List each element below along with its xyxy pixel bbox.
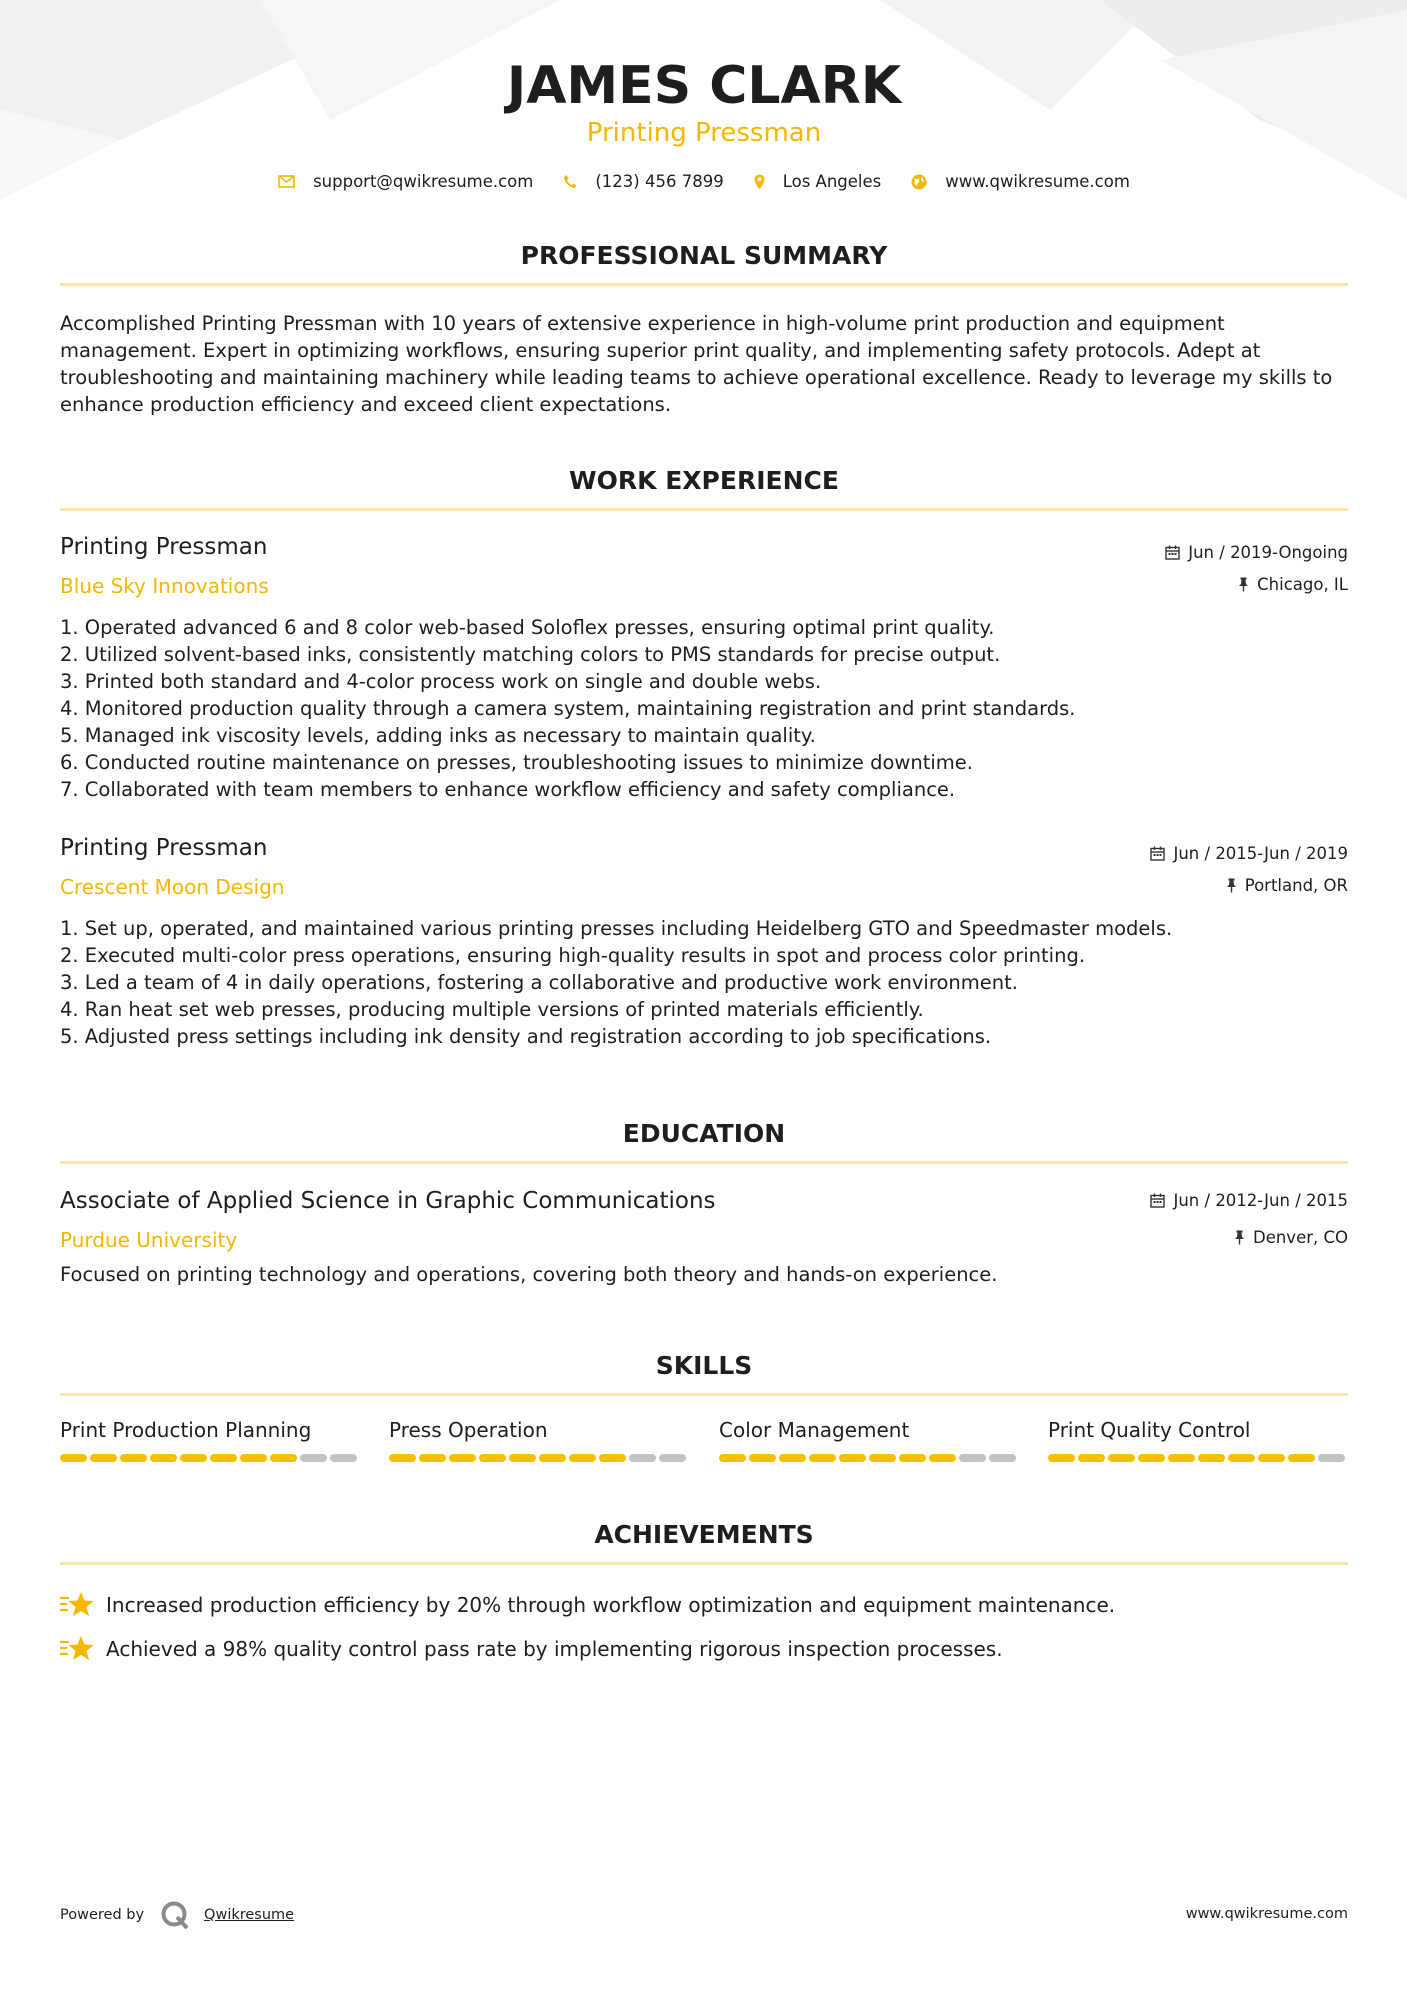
job-location-text: Chicago, IL	[1257, 575, 1348, 594]
degree-title: Associate of Applied Science in Graphic Communications	[60, 1188, 716, 1214]
experience-heading: WORK EXPERIENCE	[569, 466, 839, 495]
contact-website-text: www.qwikresume.com	[945, 172, 1130, 191]
job-dates	[1150, 844, 1348, 863]
skill-segment-filled	[1048, 1454, 1075, 1462]
footer-website[interactable]: www.qwikresume.com	[1185, 1906, 1348, 1922]
list-item: 2. Utilized solvent-based inks, consistently matching colors to PMS standards for precise output.	[60, 643, 1001, 666]
list-item: 1. Set up, operated, and maintained various printing presses including Heidelberg GTO and Speedmaster models.	[60, 917, 1173, 940]
skill-segment-filled	[1228, 1454, 1255, 1462]
skill-segment-filled	[749, 1454, 776, 1462]
experience-divider	[60, 508, 1348, 511]
calendar-icon	[1165, 545, 1180, 560]
map-pin-icon	[754, 174, 765, 190]
achievement-text: Increased production efficiency by 20% through workflow optimization and equipment maintenance.	[106, 1593, 1116, 1617]
list-item: 4. Monitored production quality through a camera system, maintaining registration and print standards.	[60, 697, 1076, 720]
skill-item	[1048, 1418, 1348, 1462]
skill-segment-filled	[809, 1454, 836, 1462]
skill-segment-filled	[839, 1454, 866, 1462]
skill-segment-filled	[1168, 1454, 1195, 1462]
skill-segment-filled	[779, 1454, 806, 1462]
skill-segment-empty	[659, 1454, 686, 1462]
education-divider	[60, 1161, 1348, 1164]
job-location	[1226, 876, 1348, 895]
education-heading: EDUCATION	[622, 1119, 786, 1148]
candidate-role: Printing Pressman	[586, 118, 822, 148]
skill-level-bar	[389, 1454, 689, 1462]
job-location-text: Portland, OR	[1244, 876, 1348, 895]
company-name: Crescent Moon Design	[60, 875, 285, 899]
skill-level-bar	[1048, 1454, 1348, 1462]
summary-text: Accomplished Printing Pressman with 10 years of extensive experience in high-volume print production and equipment management. Expert in optimizing workflows, ensuring superior print quality, and implementing safety protocols. Adept at troubleshooting and maintaining machinery while leading teams to achieve operational excellence. Ready to leverage my skills to enhance production efficiency and exceed client expectations.	[60, 312, 1333, 416]
qwikresume-link[interactable]: Qwikresume	[204, 1907, 295, 1923]
skill-item	[389, 1418, 689, 1462]
skill-segment-filled	[1078, 1454, 1105, 1462]
skill-name: Press Operation	[389, 1418, 548, 1442]
skill-segment-filled	[419, 1454, 446, 1462]
qwikresume-logo-icon	[160, 1900, 190, 1930]
education-dates-text: Jun / 2012-Jun / 2015	[1173, 1191, 1348, 1210]
candidate-name: JAMES CLARK	[506, 56, 902, 116]
skill-segment-filled	[929, 1454, 956, 1462]
job-title: Printing Pressman	[60, 835, 268, 861]
skill-segment-filled	[90, 1454, 117, 1462]
calendar-icon	[1150, 1193, 1165, 1208]
skills-divider	[60, 1393, 1348, 1396]
skill-segment-filled	[479, 1454, 506, 1462]
skill-segment-filled	[120, 1454, 147, 1462]
globe-icon	[911, 174, 927, 190]
education-dates	[1150, 1191, 1348, 1210]
contact-phone-text: (123) 456 7899	[595, 172, 724, 191]
skill-segment-empty	[629, 1454, 656, 1462]
skill-segment-filled	[599, 1454, 626, 1462]
list-item: 4. Ran heat set web presses, producing multiple versions of printed materials efficiently.	[60, 998, 924, 1021]
summary-divider	[60, 283, 1348, 286]
achievement-item	[60, 1590, 1115, 1620]
job-dates	[1165, 543, 1348, 562]
list-item: 6. Conducted routine maintenance on presses, troubleshooting issues to minimize downtime.	[60, 751, 973, 774]
skill-segment-filled	[449, 1454, 476, 1462]
star-icon	[60, 1634, 94, 1664]
pushpin-icon	[1234, 1230, 1245, 1245]
skill-segment-filled	[539, 1454, 566, 1462]
powered-by-label: Powered by	[60, 1907, 145, 1923]
contact-email[interactable]	[278, 172, 533, 191]
job-responsibilities	[60, 915, 1348, 1050]
achievements-divider	[60, 1562, 1348, 1565]
list-item: 3. Printed both standard and 4-color process work on single and double webs.	[60, 670, 822, 693]
list-item: 5. Managed ink viscosity levels, adding inks as necessary to maintain quality.	[60, 724, 816, 747]
job-location	[1238, 575, 1348, 594]
list-item: 3. Led a team of 4 in daily operations, fostering a collaborative and productive work environment.	[60, 971, 1018, 994]
company-name: Blue Sky Innovations	[60, 574, 269, 598]
list-item: 5. Adjusted press settings including ink density and registration according to job specifications.	[60, 1025, 992, 1048]
education-location	[1234, 1228, 1348, 1247]
education-description: Focused on printing technology and operations, covering both theory and hands-on experience.	[60, 1263, 998, 1286]
envelope-icon	[278, 175, 295, 188]
education-location-text: Denver, CO	[1252, 1228, 1348, 1247]
list-item: 7. Collaborated with team members to enhance workflow efficiency and safety compliance.	[60, 778, 956, 801]
footer-branding	[60, 1900, 294, 1930]
skill-segment-filled	[1138, 1454, 1165, 1462]
list-item: 2. Executed multi-color press operations, ensuring high-quality results in spot and process color printing.	[60, 944, 1086, 967]
skill-segment-empty	[959, 1454, 986, 1462]
skill-segment-filled	[509, 1454, 536, 1462]
skill-segment-filled	[719, 1454, 746, 1462]
job-responsibilities	[60, 614, 1348, 803]
contact-email-text: support@qwikresume.com	[313, 172, 534, 191]
skill-segment-filled	[389, 1454, 416, 1462]
contact-bar	[60, 172, 1348, 191]
skill-segment-empty	[300, 1454, 327, 1462]
skill-segment-filled	[899, 1454, 926, 1462]
star-icon	[60, 1590, 94, 1620]
skill-segment-filled	[60, 1454, 87, 1462]
skill-segment-filled	[210, 1454, 237, 1462]
skill-segment-filled	[569, 1454, 596, 1462]
summary-heading: PROFESSIONAL SUMMARY	[520, 241, 888, 270]
skills-heading: SKILLS	[655, 1351, 753, 1380]
skill-segment-filled	[1108, 1454, 1135, 1462]
phone-icon	[563, 174, 577, 189]
achievements-heading: ACHIEVEMENTS	[594, 1520, 814, 1549]
skill-segment-filled	[1198, 1454, 1225, 1462]
job-dates-text: Jun / 2019-Ongoing	[1188, 543, 1348, 562]
skill-level-bar	[60, 1454, 360, 1462]
skill-segment-filled	[180, 1454, 207, 1462]
skill-name: Color Management	[719, 1418, 910, 1442]
contact-website[interactable]	[911, 172, 1130, 191]
pushpin-icon	[1226, 878, 1237, 893]
skill-item	[719, 1418, 1019, 1462]
skill-level-bar	[719, 1454, 1019, 1462]
skill-segment-filled	[869, 1454, 896, 1462]
achievement-item	[60, 1634, 1003, 1664]
skill-segment-empty	[989, 1454, 1016, 1462]
skill-name: Print Quality Control	[1048, 1418, 1251, 1442]
skill-name: Print Production Planning	[60, 1418, 312, 1442]
skill-segment-filled	[270, 1454, 297, 1462]
skill-segment-empty	[1318, 1454, 1345, 1462]
contact-phone[interactable]	[563, 172, 723, 191]
pushpin-icon	[1238, 577, 1249, 592]
job-title: Printing Pressman	[60, 534, 268, 560]
skill-segment-filled	[240, 1454, 267, 1462]
skill-segment-empty	[330, 1454, 357, 1462]
contact-location	[754, 172, 882, 191]
skill-segment-filled	[1258, 1454, 1285, 1462]
skill-segment-filled	[1288, 1454, 1315, 1462]
list-item: 1. Operated advanced 6 and 8 color web-based Soloflex presses, ensuring optimal print quality.	[60, 616, 995, 639]
skill-item	[60, 1418, 360, 1462]
contact-location-text: Los Angeles	[782, 172, 882, 191]
achievement-text: Achieved a 98% quality control pass rate by implementing rigorous inspection processes.	[106, 1637, 1003, 1661]
job-dates-text: Jun / 2015-Jun / 2019	[1173, 844, 1348, 863]
school-name: Purdue University	[60, 1228, 238, 1252]
skill-segment-filled	[150, 1454, 177, 1462]
calendar-icon	[1150, 846, 1165, 861]
